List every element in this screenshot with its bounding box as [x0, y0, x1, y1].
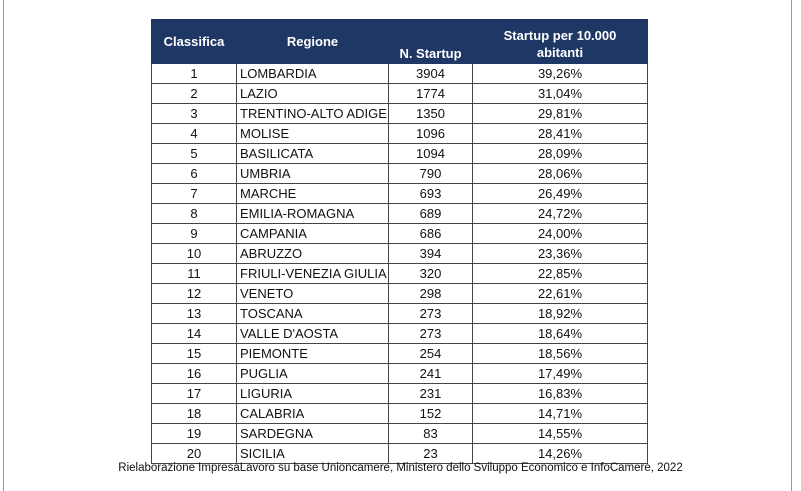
table-row [152, 84, 648, 104]
rank-cell: 8 [152, 204, 237, 224]
rank-cell: 7 [152, 184, 237, 204]
region-cell: UMBRIA [237, 164, 389, 184]
startup-count-cell: 152 [389, 404, 473, 424]
header-rank: Classifica [152, 20, 237, 64]
table-row [152, 304, 648, 324]
region-cell: LAZIO [237, 84, 389, 104]
startup-rate-cell: 29,81% [473, 104, 648, 124]
startup-rate-cell: 24,00% [473, 224, 648, 244]
region-cell: EMILIA-ROMAGNA [237, 204, 389, 224]
table-row [152, 104, 648, 124]
startup-count-cell: 23 [389, 444, 473, 464]
header-region: Regione [237, 20, 389, 64]
table-row [152, 264, 648, 284]
table-row [152, 204, 648, 224]
header-startup-rate [473, 20, 648, 64]
rank-cell: 11 [152, 264, 237, 284]
region-cell: FRIULI-VENEZIA GIULIA [237, 264, 389, 284]
region-cell: SARDEGNA [237, 424, 389, 444]
rank-cell: 5 [152, 144, 237, 164]
rank-cell: 13 [152, 304, 237, 324]
table-row [152, 244, 648, 264]
region-cell: CAMPANIA [237, 224, 389, 244]
table-row [152, 364, 648, 384]
startup-count-cell: 1094 [389, 144, 473, 164]
startup-count-cell: 298 [389, 284, 473, 304]
table-row [152, 164, 648, 184]
source-note: Rielaborazione ImpresaLavoro su base Unioncamere, Ministero dello Sviluppo Economico e InfoCamere, 2022 [118, 462, 683, 474]
startup-count-cell: 320 [389, 264, 473, 284]
region-cell: PIEMONTE [237, 344, 389, 364]
rank-cell: 18 [152, 404, 237, 424]
startup-count-cell: 231 [389, 384, 473, 404]
startup-count-cell: 241 [389, 364, 473, 384]
startup-count-cell: 273 [389, 324, 473, 344]
table-row [152, 404, 648, 424]
rank-cell: 15 [152, 344, 237, 364]
table-row [152, 324, 648, 344]
rank-cell: 20 [152, 444, 237, 464]
rank-cell: 9 [152, 224, 237, 244]
region-cell: MOLISE [237, 124, 389, 144]
startup-count-cell: 1774 [389, 84, 473, 104]
region-cell: VALLE D'AOSTA [237, 324, 389, 344]
table-row [152, 424, 648, 444]
startup-rate-cell: 31,04% [473, 84, 648, 104]
table-body [152, 64, 648, 464]
right-edge-rule [791, 0, 792, 491]
startup-count-cell: 790 [389, 164, 473, 184]
startup-count-cell: 686 [389, 224, 473, 244]
region-cell: MARCHE [237, 184, 389, 204]
rank-cell: 10 [152, 244, 237, 264]
startup-rate-cell: 14,26% [473, 444, 648, 464]
startup-count-cell: 273 [389, 304, 473, 324]
rank-cell: 12 [152, 284, 237, 304]
header-rate-line2: abitanti [536, 45, 584, 60]
region-cell: TRENTINO-ALTO ADIGE [237, 104, 389, 124]
startup-rate-cell: 18,56% [473, 344, 648, 364]
region-cell: SICILIA [237, 444, 389, 464]
rank-cell: 17 [152, 384, 237, 404]
table-row [152, 184, 648, 204]
startup-rate-cell: 18,64% [473, 324, 648, 344]
table-row [152, 144, 648, 164]
startup-rate-cell: 16,83% [473, 384, 648, 404]
header-rate-line1: Startup per 10.000 [503, 28, 617, 43]
rank-cell: 19 [152, 424, 237, 444]
startup-rate-cell: 28,09% [473, 144, 648, 164]
region-cell: LIGURIA [237, 384, 389, 404]
table-header [152, 20, 648, 64]
header-row [152, 20, 648, 64]
startup-count-cell: 1096 [389, 124, 473, 144]
startup-count-cell: 693 [389, 184, 473, 204]
rank-cell: 14 [152, 324, 237, 344]
table-row [152, 64, 648, 84]
rank-cell: 16 [152, 364, 237, 384]
startup-count-cell: 1350 [389, 104, 473, 124]
rank-cell: 3 [152, 104, 237, 124]
startup-rate-cell: 39,26% [473, 64, 648, 84]
region-cell: TOSCANA [237, 304, 389, 324]
startup-rate-cell: 22,61% [473, 284, 648, 304]
table-row [152, 124, 648, 144]
startup-rate-cell: 22,85% [473, 264, 648, 284]
startup-count-cell: 83 [389, 424, 473, 444]
startup-rate-cell: 24,72% [473, 204, 648, 224]
region-cell: ABRUZZO [237, 244, 389, 264]
table-row [152, 444, 648, 464]
region-cell: CALABRIA [237, 404, 389, 424]
startup-count-cell: 254 [389, 344, 473, 364]
table-row [152, 344, 648, 364]
rank-cell: 2 [152, 84, 237, 104]
startup-count-cell: 3904 [389, 64, 473, 84]
startup-rate-cell: 17,49% [473, 364, 648, 384]
rank-cell: 4 [152, 124, 237, 144]
startup-rate-cell: 23,36% [473, 244, 648, 264]
region-cell: LOMBARDIA [237, 64, 389, 84]
startup-rate-cell: 14,55% [473, 424, 648, 444]
startup-count-cell: 394 [389, 244, 473, 264]
startup-rate-cell: 14,71% [473, 404, 648, 424]
startup-count-cell: 689 [389, 204, 473, 224]
region-cell: PUGLIA [237, 364, 389, 384]
region-cell: VENETO [237, 284, 389, 304]
table-row [152, 284, 648, 304]
startup-rate-cell: 28,06% [473, 164, 648, 184]
region-cell: BASILICATA [237, 144, 389, 164]
startup-rate-cell: 26,49% [473, 184, 648, 204]
startup-rate-cell: 18,92% [473, 304, 648, 324]
header-startup-count: N. Startup [389, 20, 473, 64]
startup-ranking-table [151, 19, 648, 464]
table-row [152, 224, 648, 244]
table-row [152, 384, 648, 404]
left-edge-rule [3, 0, 4, 491]
startup-rate-cell: 28,41% [473, 124, 648, 144]
rank-cell: 1 [152, 64, 237, 84]
rank-cell: 6 [152, 164, 237, 184]
